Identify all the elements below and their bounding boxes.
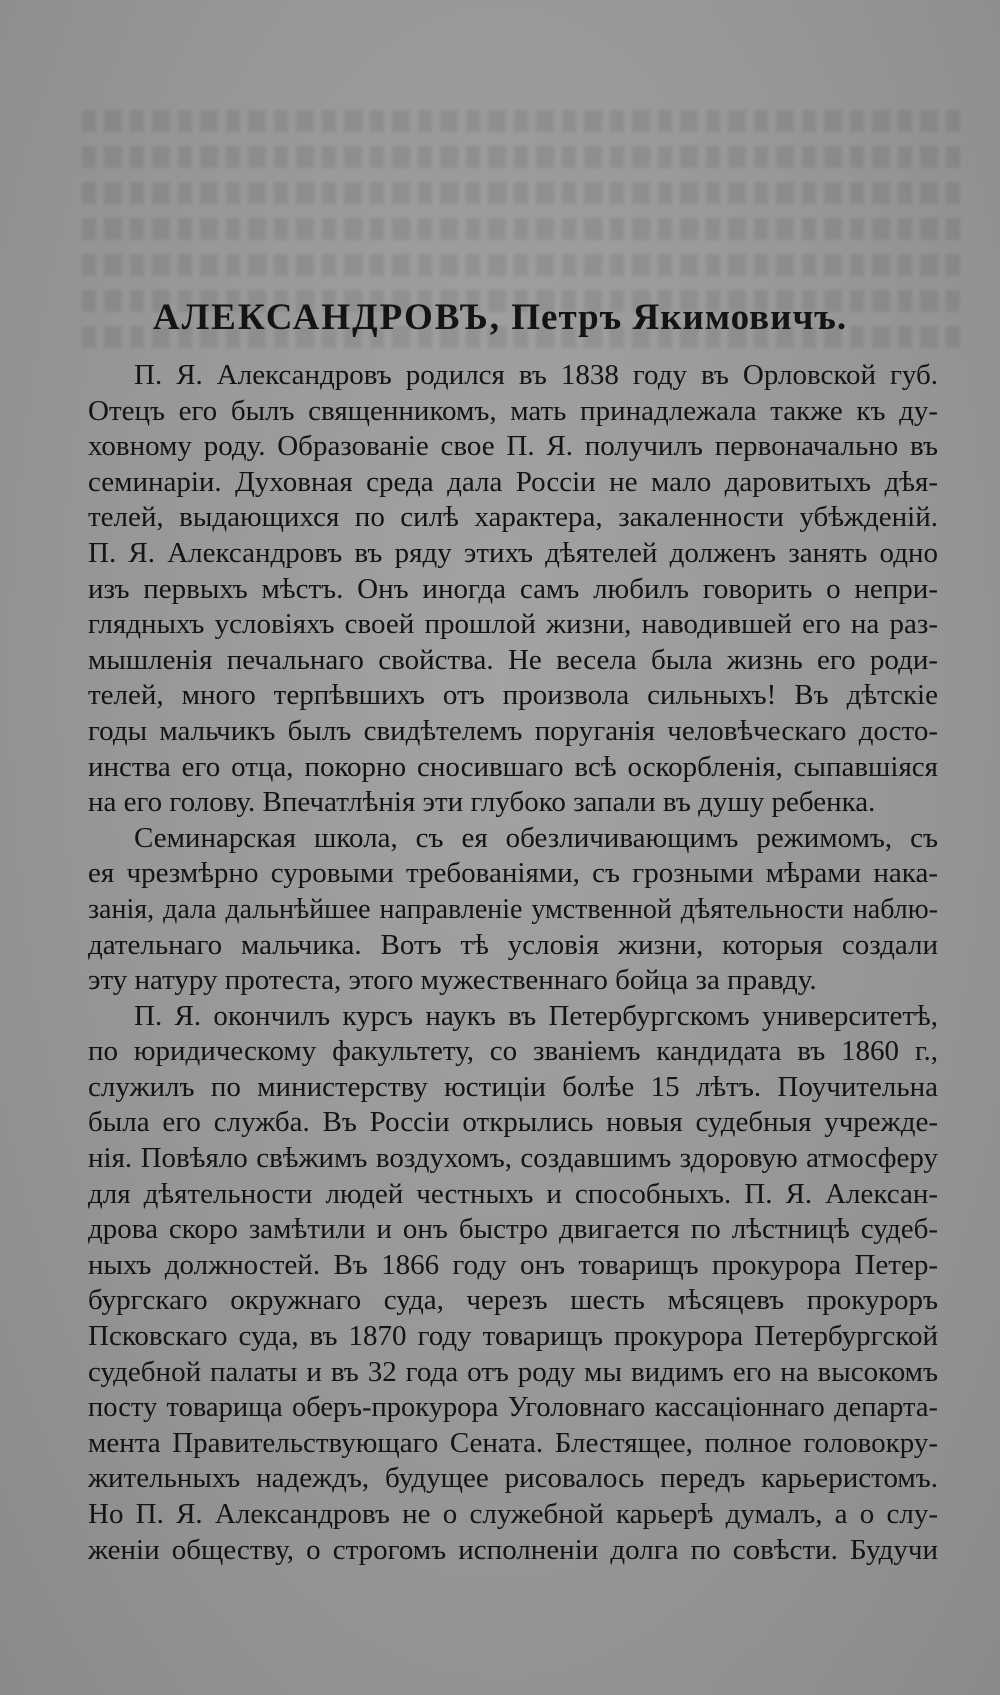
text-line: жительныхъ надеждъ, будущее рисовалось передъ карьеристомъ. <box>88 1462 938 1495</box>
text-line: П. Я. Александровъ въ ряду этихъ дѣятелей долженъ занять одно <box>88 536 938 569</box>
article-title <box>0 296 1000 339</box>
article-body <box>88 358 938 1568</box>
text-line: бургскаго окружнаго суда, черезъ шесть мѣсяцевъ прокуроръ <box>88 1284 938 1317</box>
text-line: Псковскаго суда, въ 1870 году товарищъ прокурора Петербургской <box>88 1320 938 1353</box>
text-line: телей, выдающихся по силѣ характера, закаленности убѣжденій. <box>88 501 938 534</box>
text-line: глядныхъ условіяхъ своей прошлой жизни, наводившей его на раз- <box>88 608 938 641</box>
text-line: служилъ по министерству юстиціи болѣе 15 лѣтъ. Поучительна <box>88 1070 938 1103</box>
text-line: годы мальчикъ былъ свидѣтелемъ поруганія человѣческаго досто- <box>88 714 938 747</box>
text-line: была его служба. Въ Россіи открылись новыя судебныя учрежде- <box>88 1106 938 1139</box>
text-line: занія, дала дальнѣйшее направленіе умственной дѣятельности наблю- <box>88 893 938 925</box>
text-line: дательнаго мальчика. Вотъ тѣ условія жизни, которыя создали <box>88 928 938 961</box>
text-line: семинаріи. Духовная среда дала Россіи не мало даровитыхъ дѣя- <box>88 465 938 498</box>
text-line: для дѣятельности людей честныхъ и способныхъ. П. Я. Алексан- <box>88 1177 938 1210</box>
text-line: инства его отца, покорно сносившаго всѣ оскорбленія, сыпавшіяся <box>88 750 938 783</box>
title-name: Петръ Якимовичъ. <box>511 297 848 338</box>
text-line: Семинарская школа, съ ея обезличивающимъ режимомъ, съ <box>134 821 938 854</box>
text-line: П. Я. Александровъ родился въ 1838 году въ Орловской губ. <box>134 359 938 391</box>
text-line: посту товарища оберъ-прокурора Уголовнаго кассаціоннаго департа- <box>88 1392 938 1424</box>
text-line: Отецъ его былъ священникомъ, мать принадлежала также къ ду- <box>88 394 938 427</box>
text-line: телей, много терпѣвшихъ отъ произвола сильныхъ! Въ дѣтскіе <box>88 679 938 712</box>
text-line: нія. Повѣяло свѣжимъ воздухомъ, создавшимъ здоровую атмосферу <box>88 1142 938 1175</box>
text-line: на его голову. Впечатлѣнія эти глубоко запали въ душу ребенка. <box>88 786 876 819</box>
text-line: ховному роду. Образованіе свое П. Я. получилъ первоначально въ <box>88 430 938 463</box>
text-line: эту натуру протеста, этого мужественнаго бойца за правду. <box>88 964 817 997</box>
title-surname: АЛЕКСАНДРОВЪ, <box>152 297 502 338</box>
text-line: П. Я. окончилъ курсъ наукъ въ Петербургскомъ университетѣ, <box>134 999 938 1032</box>
text-line: Но П. Я. Александровъ не о служебной карьерѣ думалъ, а о слу- <box>88 1498 938 1530</box>
text-line: изъ первыхъ мѣстъ. Онъ иногда самъ любилъ говорить о непри- <box>88 572 938 605</box>
text-line: по юридическому факультету, со званіемъ кандидата въ 1860 г., <box>88 1035 938 1068</box>
text-line: ныхъ должностей. Въ 1866 году онъ товарищъ прокурора Петер- <box>88 1248 938 1281</box>
text-line: ея чрезмѣрно суровыми требованіями, съ грозными мѣрами нака- <box>88 857 938 890</box>
text-line: женіи обществу, о строгомъ исполненіи долга по совѣсти. Будучи <box>88 1533 938 1566</box>
text-line: мента Правительствующаго Сената. Блестящее, полное головокру- <box>88 1426 938 1459</box>
text-line: мышленія печальнаго свойства. Не весела была жизнь его роди- <box>88 643 938 676</box>
text-line: дрова скоро замѣтили и онъ быстро двигается по лѣстницѣ судеб- <box>88 1213 938 1246</box>
text-line: судебной палаты и въ 32 года отъ роду мы видимъ его на высокомъ <box>88 1355 938 1388</box>
